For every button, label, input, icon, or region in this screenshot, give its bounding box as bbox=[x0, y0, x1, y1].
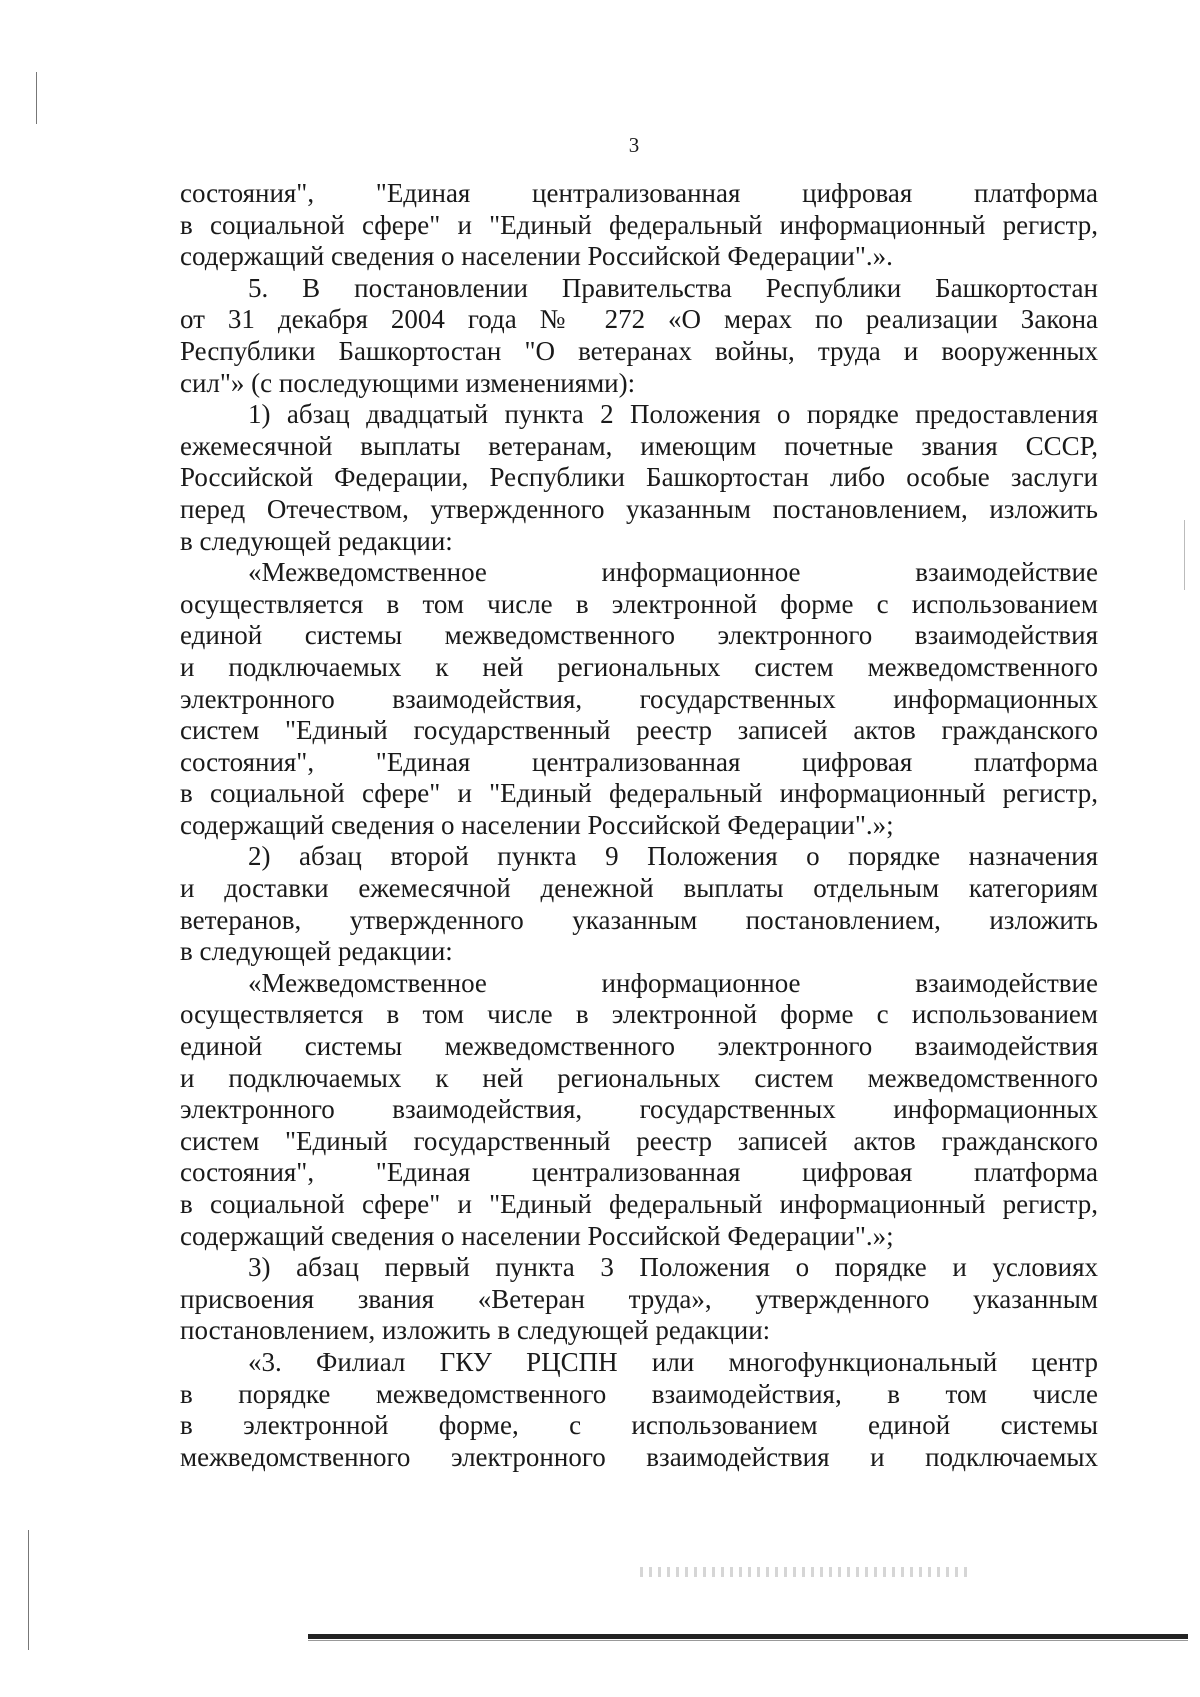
text-line: сил"» (с последующими изменениями): bbox=[180, 367, 636, 398]
text-line: 3) абзац первый пункта 3 Положения о порядке и условиях bbox=[248, 1252, 1098, 1283]
text-line: Республики Башкортостан "О ветеранах войны, труда и вооруженных bbox=[180, 335, 1098, 366]
text-line: содержащий сведения о населении Российской Федерации".»; bbox=[180, 809, 894, 840]
text-line: содержащий сведения о населении Российской Федерации".»; bbox=[180, 1220, 894, 1251]
scan-noise bbox=[640, 1567, 970, 1577]
text-line: 5. В постановлении Правительства Республики Башкортостан bbox=[248, 272, 1098, 303]
text-line: и подключаемых к ней региональных систем межведомственного bbox=[180, 1062, 1098, 1093]
text-line: в социальной сфере" и "Единый федеральный информационный регистр, bbox=[180, 778, 1098, 809]
text-line: ветеранов, утвержденного указанным постановлением, изложить bbox=[180, 904, 1098, 935]
text-line: 2) абзац второй пункта 9 Положения о порядке назначения bbox=[248, 841, 1098, 872]
scan-edge-mark-top bbox=[36, 72, 37, 124]
text-line: и доставки ежемесячной денежной выплаты отдельным категориям bbox=[180, 873, 1098, 904]
text-line: осуществляется в том числе в электронной форме с использованием bbox=[180, 588, 1098, 619]
text-line: систем "Единый государственный реестр записей актов гражданского bbox=[180, 1125, 1098, 1156]
bottom-scan-edge bbox=[308, 1634, 1188, 1639]
text-line: присвоения звания «Ветеран труда», утвержденного указанным bbox=[180, 1283, 1098, 1314]
text-line: Российской Федерации, Республики Башкортостан либо особые заслуги bbox=[180, 462, 1098, 493]
text-line: ежемесячной выплаты ветеранам, имеющим почетные звания СССР, bbox=[180, 430, 1098, 461]
text-line: систем "Единый государственный реестр записей актов гражданского bbox=[180, 715, 1098, 746]
text-line: от 31 декабря 2004 года № 272 «О мерах по реализации Закона bbox=[180, 304, 1098, 335]
text-line: содержащий сведения о населении Российской Федерации".». bbox=[180, 241, 893, 272]
text-line: единой системы межведомственного электронного взаимодействия bbox=[180, 1031, 1098, 1062]
text-line: «Межведомственное информационное взаимодействие bbox=[248, 967, 1098, 998]
text-line: «3. Филиал ГКУ РЦСПН или многофункциональный центр bbox=[248, 1346, 1098, 1377]
text-line: в порядке межведомственного взаимодействия, в том числе bbox=[180, 1378, 1098, 1409]
text-line: «Межведомственное информационное взаимодействие bbox=[248, 557, 1098, 588]
text-line: осуществляется в том числе в электронной форме с использованием bbox=[180, 999, 1098, 1030]
page-number: 3 bbox=[628, 133, 640, 157]
text-line: в социальной сфере" и "Единый федеральный информационный регистр, bbox=[180, 209, 1098, 240]
text-line: электронного взаимодействия, государственных информационных bbox=[180, 683, 1098, 714]
text-line: в следующей редакции: bbox=[180, 936, 453, 967]
text-line: единой системы межведомственного электронного взаимодействия bbox=[180, 620, 1098, 651]
scan-edge-mark-bottom bbox=[28, 1530, 29, 1650]
document-body bbox=[180, 178, 1098, 1473]
text-line: в следующей редакции: bbox=[180, 525, 453, 556]
text-line: в социальной сфере" и "Единый федеральный информационный регистр, bbox=[180, 1189, 1098, 1219]
text-line: состояния", "Единая централизованная цифровая платформа bbox=[180, 1157, 1098, 1188]
bottom-scan-edge-shadow bbox=[308, 1640, 1188, 1641]
text-line: и подключаемых к ней региональных систем межведомственного bbox=[180, 651, 1098, 682]
text-line: межведомственного электронного взаимодействия и подключаемых bbox=[180, 1441, 1098, 1472]
text-line: 1) абзац двадцатый пункта 2 Положения о порядке предоставления bbox=[248, 399, 1098, 430]
text-line: электронного взаимодействия, государственных информационных bbox=[180, 1094, 1098, 1125]
text-line: в электронной форме, с использованием единой системы bbox=[180, 1410, 1098, 1441]
text-line: состояния", "Единая централизованная цифровая платформа bbox=[180, 746, 1098, 777]
scan-edge-mark-right bbox=[1184, 520, 1185, 590]
text-line: состояния", "Единая централизованная цифровая платформа bbox=[180, 178, 1098, 208]
text-line: перед Отечеством, утвержденного указанным постановлением, изложить bbox=[180, 493, 1098, 524]
text-line: постановлением, изложить в следующей редакции: bbox=[180, 1315, 771, 1346]
